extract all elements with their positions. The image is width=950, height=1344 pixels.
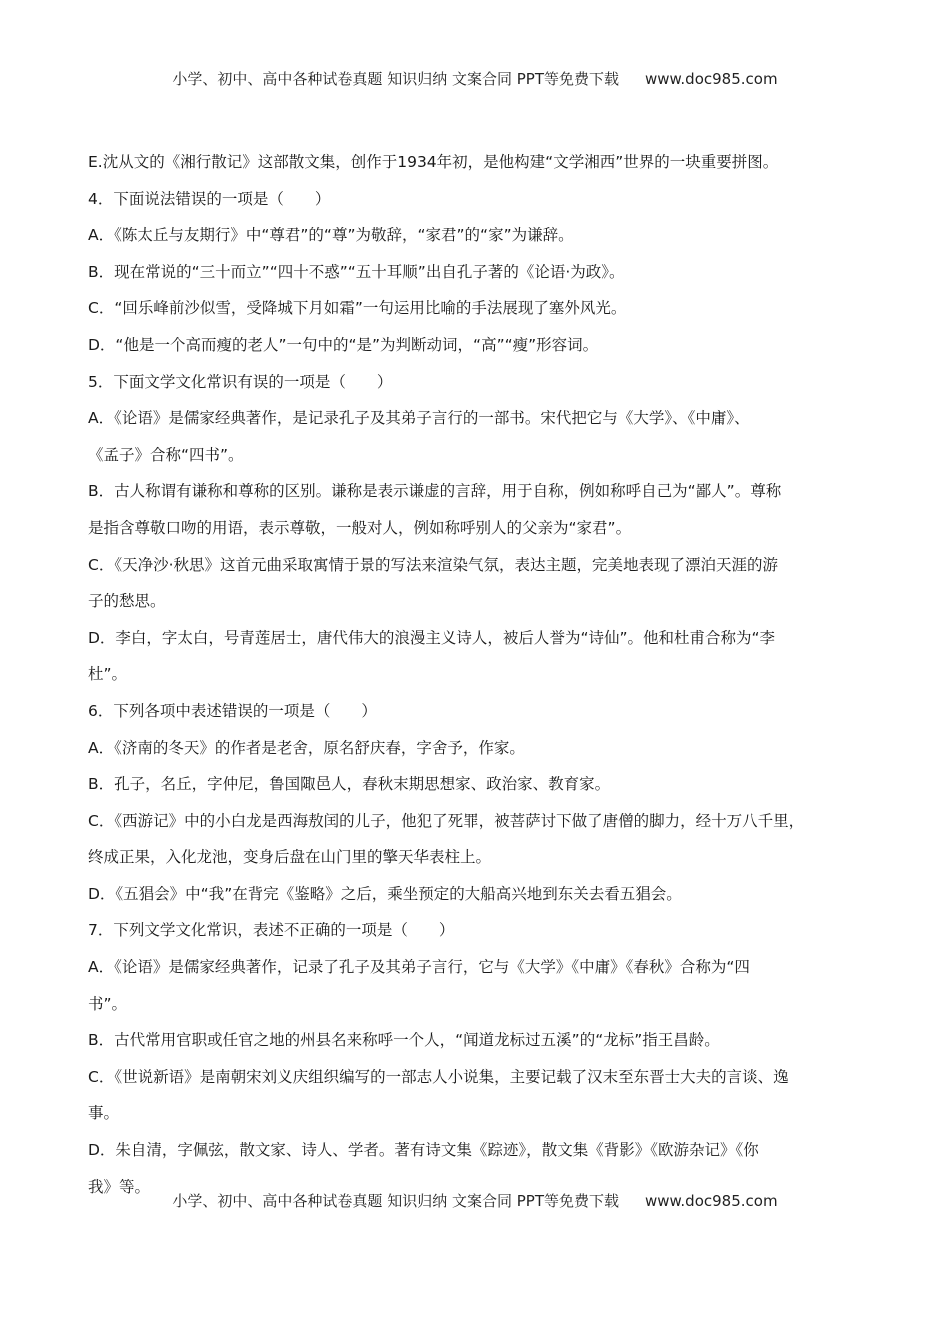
question-6-option-c-cont: 终成正果，入化龙池，变身后盘在山门里的擎天华表柱上。 [88, 848, 492, 867]
question-5-option-d-cont: 杜”。 [88, 665, 128, 684]
question-5-stem: 5．下面文学文化常识有误的一项是（ ） [88, 372, 393, 391]
question-7-option-d: D．朱自清，字佩弦，散文家、诗人、学者。著有诗文集《踪迹》，散文集《背影》《欧游杂记》《你 [88, 1141, 759, 1160]
question-4-stem: 4．下面说法错误的一项是（ ） [88, 189, 331, 208]
page-header [0, 68, 950, 89]
question-6-stem: 6．下列各项中表述错误的一项是（ ） [88, 701, 377, 720]
question-6-option-d: D．《五猖会》中“我”在背完《鉴略》之后，乘坐预定的大船高兴地到东关去看五猖会。 [88, 884, 682, 903]
footer-site: www.doc985.com [644, 1192, 778, 1210]
question-5-option-c: C．《天净沙·秋思》这首元曲采取寓情于景的写法来渲染气氛，表达主题，完美地表现了漂泊天涯的游 [88, 555, 779, 574]
question-4-option-b: B．现在常说的“三十而立”“四十不惑”“五十耳顺”出自孔子著的《论语·为政》。 [88, 262, 625, 281]
question-4-option-d: D．“他是一个高而瘦的老人”一句中的“是”为判断动词，“高”“瘦”形容词。 [88, 335, 599, 354]
question-7-option-a: A．《论语》是儒家经典著作，记录了孔子及其弟子言行，它与《大学》《中庸》《春秋》合称为“四 [88, 958, 750, 977]
question-6-option-c: C．《西游记》中的小白龙是西海敖闰的儿子，他犯了死罪，被菩萨讨下做了唐僧的脚力，经十万八千里， [88, 811, 805, 830]
header-text: 小学、初中、高中各种试卷真题 知识归纳 文案合同 PPT等免费下载 [172, 70, 619, 88]
question-7-option-a-cont: 书”。 [88, 994, 128, 1013]
header-site: www.doc985.com [644, 70, 778, 88]
question-6-option-a: A．《济南的冬天》的作者是老舍，原名舒庆春，字舍予，作家。 [88, 738, 525, 757]
footer-text: 小学、初中、高中各种试卷真题 知识归纳 文案合同 PPT等免费下载 [172, 1192, 619, 1210]
question-7-option-c-cont: 事。 [88, 1104, 120, 1123]
question-5-option-a: A．《论语》是儒家经典著作，是记录孔子及其弟子言行的一部书。宋代把它与《大学》、《中庸》、 [88, 409, 750, 428]
question-6-option-b: B．孔子，名丘，字仲尼，鲁国陬邑人，春秋末期思想家、政治家、教育家。 [88, 775, 611, 794]
question-7-option-c: C．《世说新语》是南朝宋刘义庆组织编写的一部志人小说集，主要记载了汉末至东晋士大夫的言谈、逸 [88, 1067, 789, 1086]
question-5-option-d: D．李白，字太白，号青莲居士，唐代伟大的浪漫主义诗人，被后人誉为“诗仙”。他和杜甫合称为“李 [88, 628, 776, 647]
question-4-option-c: C．“回乐峰前沙似雪，受降城下月如霜”一句运用比喻的手法展现了塞外风光。 [88, 299, 627, 318]
question-4-option-a: A．《陈太丘与友期行》中“尊君”的“尊”为敬辞，“家君”的“家”为谦辞。 [88, 226, 574, 245]
page-footer [0, 1190, 950, 1211]
question-5-option-b: B．古人称谓有谦称和尊称的区别。谦称是表示谦虚的言辞，用于自称，例如称呼自己为“鄙人”。尊称 [88, 482, 782, 501]
question-5-option-b-cont: 是指含尊敬口吻的用语，表示尊敬，一般对人，例如称呼别人的父亲为“家君”。 [88, 518, 632, 537]
question-5-option-a-cont: 《孟子》合称“四书”。 [88, 445, 244, 464]
question-7-option-d-cont: 我》等。 [88, 1177, 151, 1196]
question-5-option-c-cont: 子的愁思。 [88, 592, 166, 611]
question-7-option-b: B．古代常用官职或任官之地的州县名来称呼一个人，“闻道龙标过五溪”的“龙标”指王昌龄。 [88, 1031, 720, 1050]
document-body [88, 144, 862, 1205]
text-line: E.沈从文的《湘行散记》这部散文集，创作于1934年初，是他构建“文学湘西”世界的一块重要拼图。 [88, 153, 779, 171]
question-7-stem: 7．下列文学文化常识，表述不正确的一项是（ ） [88, 921, 455, 940]
